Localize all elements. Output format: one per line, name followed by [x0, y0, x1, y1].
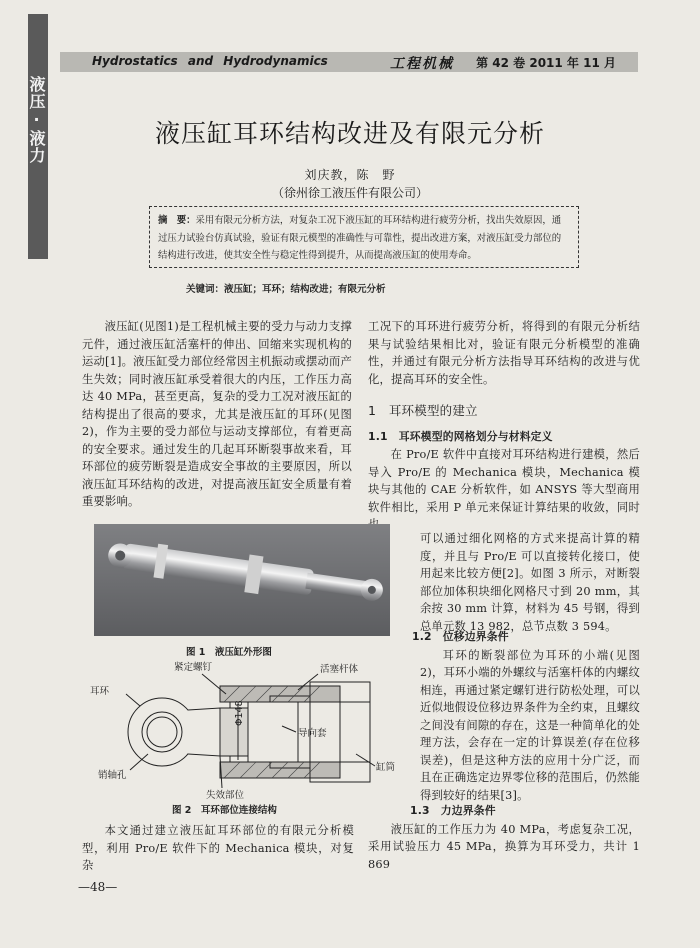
right-column-top [368, 318, 640, 534]
subsection-1-2-text: 耳环的断裂部位为耳环的小端(见图2)，耳环小端的外螺纹与活塞杆体的内螺纹相连，再通过紧定螺钉进行防松处理，可以近似地假设位移边界条件为全约束，且螺纹之间没有间隙的存在，这是一种简单化的处理方法，会存在一定的计算误差(存在位移误差)，但是这种方法的应用十分广泛，而且在正确选定边界零位移的范围后，仍然能得到较好的结果[3]。 [420, 648, 640, 802]
section-1-heading: 1 耳环模型的建立 [368, 403, 478, 418]
label-failure-area: 失效部位 [206, 790, 245, 801]
authors: 刘庆教，陈 野 [304, 168, 396, 182]
issue-info: 第 42 卷 2011 年 11 月 [476, 56, 616, 70]
label-diameter: Φ148 [234, 700, 245, 726]
intro-paragraph: 液压缸(见图1)是工程机械主要的受力与动力支撑元件，通过液压缸活塞杆的伸出、回缩来实现机构的运动[1]。液压缸受力部位经常因主机振动或摆动而产生失效；同时液压缸承受着很大的内压，工作压力高达 40 MPa，甚至更高，复杂的受力工况对液压缸的结构提出了很高的要求，尤其是液压缸的耳环(见图2)，作为主要的受力部位与运动支撑部位，有着更高的安全要求。通过发生的几起耳环断裂事故来看，耳环部位的疲劳断裂是造成安全事故的主要原因，所以液压缸耳环结构的改进，对提高液压缸安全质量有着重要影响。 [82, 320, 352, 508]
figure-2-caption: 图 2 耳环部位连接结构 [172, 805, 277, 816]
page-number: —48— [78, 880, 118, 894]
journal-name: Hydrostatics and Hydrodynamics [92, 54, 328, 68]
figure-1-cylinder-image [94, 524, 390, 636]
subsection-1-2-heading: 1.2 位移边界条件 [412, 630, 509, 643]
label-cylinder: 缸筒 [376, 762, 396, 773]
magazine-name: 工程机械 [390, 56, 454, 72]
subsection-1-1-text-b: 可以通过细化网格的方式来提高计算的精度，并且与 Pro/E 可以直接转化接口，使用起来比较方便[2]。如图 3 所示，对断裂部位加体积块细化网格尺寸到 20 mm，其余按 30 mm 计算，材料为 45 号钢，得到总单元数 13 982，总节点数 3 594。 [420, 532, 640, 633]
left-column-bottom [82, 822, 354, 875]
abstract-label: 摘 要： [158, 215, 196, 226]
subsection-1-3-text: 液压缸的工作压力为 40 MPa，考虑复杂工况，采用试验压力 45 MPa，换算为耳环受力，共计 1 869 [368, 822, 640, 871]
label-guide-sleeve: 导向套 [298, 728, 327, 739]
affiliation: （徐州徐工液压件有限公司） [271, 186, 428, 200]
label-set-screw: 紧定螺钉 [174, 662, 213, 673]
article-title: 液压缸耳环结构改进及有限元分析 [154, 119, 545, 148]
figure-1-caption: 图 1 液压缸外形图 [186, 647, 272, 658]
intro-continued: 工况下的耳环进行疲劳分析，将得到的有限元分析结果与试验结果相比对，验证有限元分析模型的准确性，并通过有限元分析方法指导耳环结构的改进与优化，提高耳环的安全性。 [368, 320, 640, 386]
keywords: 关键词：液压缸；耳环；结构改进；有限元分析 [186, 284, 386, 295]
left-bottom-paragraph: 本文通过建立液压缸耳环部位的有限元分析模型，利用 Pro/E 软件下的 Mechanica 模块，对复杂 [82, 824, 354, 872]
left-column-intro [82, 318, 352, 511]
label-piston-rod: 活塞杆体 [320, 664, 359, 675]
label-ear-ring: 耳环 [90, 686, 110, 697]
subsection-1-3-heading: 1.3 力边界条件 [410, 804, 496, 817]
right-column-bottom [368, 800, 640, 873]
subsection-1-1-heading: 1.1 耳环模型的网格划分与材料定义 [368, 429, 553, 443]
right-column-wrap [420, 530, 640, 635]
figure-2-connection-drawing [70, 654, 414, 804]
section-side-tab: 液压·液力 [28, 14, 48, 259]
abstract-box [149, 206, 579, 268]
subsection-1-1-text-a: 在 Pro/E 软件中直接对耳环结构进行建模，然后导入 Pro/E 的 Mechanica 模块，Mechanica 模块与其他的 CAE 分析软件，如 ANSYS 等大型商用软件相比，采用 P 单元来保证计算结果的收敛，同时 [368, 448, 640, 514]
abstract-text: 采用有限元分析方法，对复杂工况下液压缸的耳环结构进行疲劳分析，找出失效原因，通过压力试验台仿真试验，验证有限元模型的准确性与可靠性，提出改进方案，对液压缸受力部位的结构进行改进，使其安全性与稳定性得到提升，从而提高液压缸的使用寿命。 [158, 215, 562, 261]
running-header [60, 52, 638, 72]
label-pin-hole: 销轴孔 [98, 770, 127, 781]
right-column-lower [412, 626, 640, 804]
